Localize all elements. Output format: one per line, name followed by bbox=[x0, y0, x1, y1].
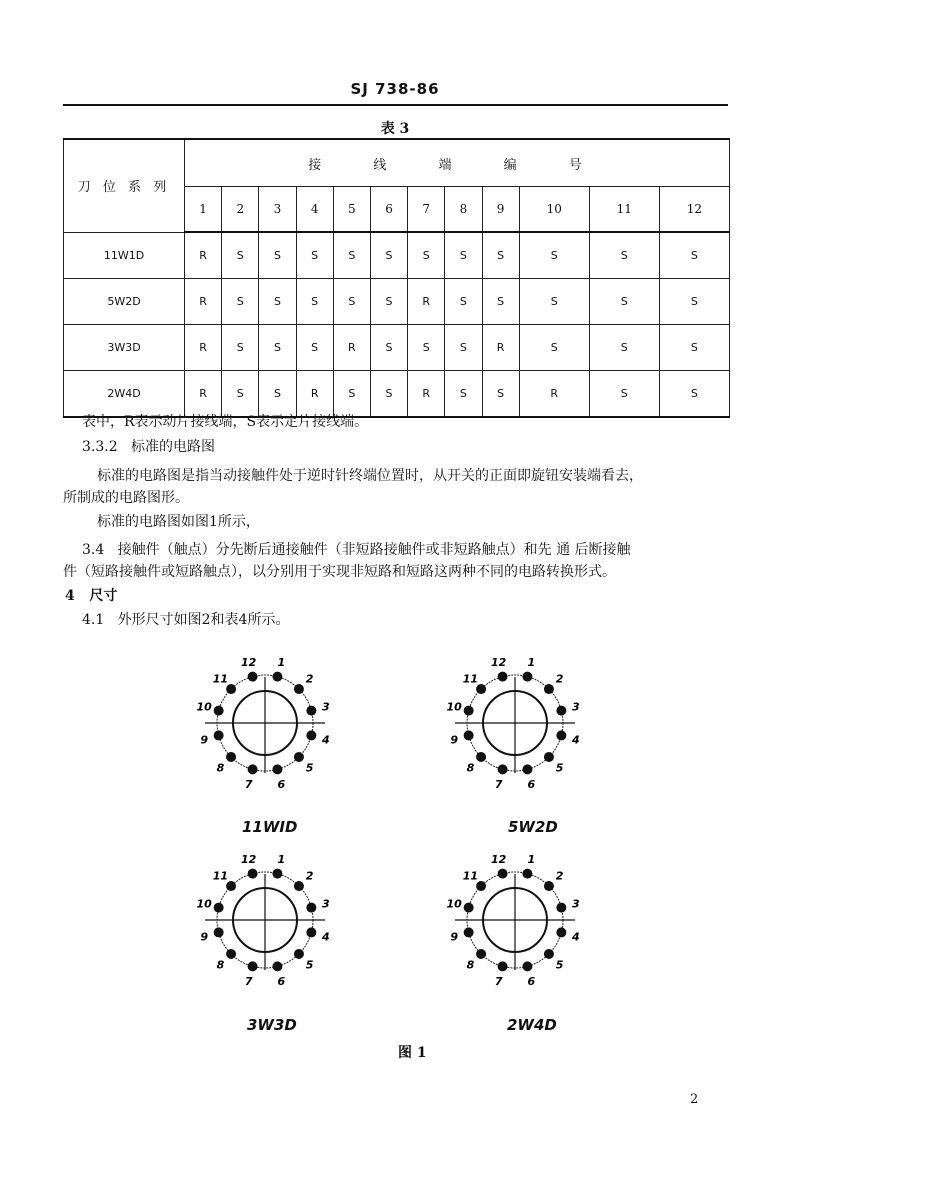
terminal-number: 3 bbox=[259, 187, 296, 233]
terminal-number: 8 bbox=[445, 187, 482, 233]
table-cell: S bbox=[222, 325, 259, 371]
terminal-label: 8 bbox=[216, 958, 225, 972]
paragraph: 标准的电路图如图1所示， bbox=[97, 514, 260, 530]
terminal-contact bbox=[544, 881, 554, 891]
terminal-label: 5 bbox=[305, 958, 314, 972]
terminal-contact bbox=[226, 881, 236, 891]
diagram-label: 5W2D bbox=[508, 818, 558, 836]
table-cell: S bbox=[296, 325, 333, 371]
diagram-3w3d bbox=[190, 842, 340, 1007]
table-cell: S bbox=[589, 232, 659, 279]
table-cell: R bbox=[519, 371, 589, 418]
terminal-label: 11 bbox=[212, 672, 229, 686]
terminal-contact bbox=[476, 684, 486, 694]
row-label: 11W1D bbox=[64, 232, 185, 279]
terminal-contact bbox=[226, 949, 236, 959]
terminal-label: 6 bbox=[277, 777, 286, 791]
paragraph-line: 所制成的电路图形。 bbox=[63, 490, 189, 506]
terminal-label: 10 bbox=[196, 897, 212, 911]
terminal-label: 1 bbox=[527, 853, 536, 867]
table-cell: R bbox=[185, 371, 222, 418]
terminal-contact bbox=[294, 752, 304, 762]
terminal-label: 3 bbox=[322, 897, 330, 911]
page-number: 2 bbox=[690, 1092, 699, 1107]
section-text: 接触件（触点）分先断后通接触件（非短路接触件或非短路触点）和先 通 后断接触 bbox=[117, 542, 631, 558]
table-cell: S bbox=[259, 371, 296, 418]
terminal-contact bbox=[464, 730, 474, 740]
table-cell: S bbox=[445, 371, 482, 418]
terminal-contact bbox=[214, 706, 224, 716]
terminal-label: 3 bbox=[322, 700, 330, 714]
terminal-contact bbox=[522, 764, 532, 774]
terminal-number: 7 bbox=[408, 187, 445, 233]
diagram-label: 3W3D bbox=[247, 1016, 297, 1034]
terminal-number: 5 bbox=[333, 187, 370, 233]
terminal-label: 12 bbox=[241, 656, 257, 670]
diagram-11w1d bbox=[190, 645, 340, 810]
col-header-system: 刀 位 系 列 bbox=[64, 139, 185, 232]
terminal-label: 7 bbox=[244, 974, 253, 988]
table-cell: S bbox=[589, 371, 659, 418]
terminal-contact bbox=[272, 961, 282, 971]
terminal-contact bbox=[464, 706, 474, 716]
table-row bbox=[64, 371, 730, 418]
table-cell: R bbox=[185, 279, 222, 325]
terminal-contact bbox=[226, 684, 236, 694]
table-cell: S bbox=[333, 232, 370, 279]
diagram-label: 11WID bbox=[242, 818, 298, 836]
terminal-label: 5 bbox=[555, 958, 564, 972]
section-title: 尺寸 bbox=[89, 588, 118, 604]
terminal-contact bbox=[306, 927, 316, 937]
terminal-contact bbox=[294, 684, 304, 694]
terminal-label: 12 bbox=[241, 853, 257, 867]
figure-caption: 图 1 bbox=[398, 1045, 427, 1061]
table-cell: S bbox=[659, 325, 729, 371]
terminal-contact bbox=[248, 869, 258, 879]
table-cell: S bbox=[259, 279, 296, 325]
terminal-label: 1 bbox=[277, 853, 286, 867]
terminal-contact bbox=[248, 961, 258, 971]
terminal-label: 9 bbox=[450, 930, 458, 944]
terminal-label: 6 bbox=[277, 974, 286, 988]
terminal-contact bbox=[556, 927, 566, 937]
header-rule bbox=[63, 104, 728, 106]
table-cell: S bbox=[370, 325, 407, 371]
terminal-number: 11 bbox=[589, 187, 659, 233]
terminal-contact bbox=[556, 903, 566, 913]
terminal-label: 2 bbox=[555, 672, 564, 686]
section-3-4-line1 bbox=[82, 540, 631, 560]
terminal-number: 1 bbox=[185, 187, 222, 233]
terminal-contact bbox=[556, 706, 566, 716]
terminal-number: 9 bbox=[482, 187, 519, 233]
section-3-4-line2: 件（短路接触件或短路触点），以分别用于实现非短路和短路这两种不同的电路转换形式。 bbox=[63, 564, 616, 580]
terminal-label: 1 bbox=[277, 656, 286, 670]
table-row bbox=[64, 279, 730, 325]
section-4-heading bbox=[65, 586, 117, 606]
table-cell: S bbox=[482, 371, 519, 418]
terminal-contact bbox=[214, 927, 224, 937]
table-cell: S bbox=[589, 325, 659, 371]
col-header-terminal: 接 线 端 编 号 bbox=[185, 139, 730, 187]
section-3-3-2-heading bbox=[82, 437, 215, 457]
terminal-contact bbox=[556, 730, 566, 740]
terminal-number: 6 bbox=[370, 187, 407, 233]
terminal-contact bbox=[294, 881, 304, 891]
terminal-label: 5 bbox=[555, 761, 564, 775]
terminal-label: 4 bbox=[322, 733, 330, 747]
terminal-contact bbox=[214, 730, 224, 740]
table-cell: S bbox=[296, 279, 333, 325]
section-4-1 bbox=[82, 610, 289, 630]
terminal-label: 8 bbox=[466, 958, 475, 972]
section-number: 3.4 bbox=[82, 542, 105, 558]
table-cell: S bbox=[519, 325, 589, 371]
table-cell: S bbox=[222, 279, 259, 325]
terminal-label: 4 bbox=[572, 733, 580, 747]
terminal-contact bbox=[306, 730, 316, 740]
terminal-label: 11 bbox=[462, 869, 479, 883]
table-cell: S bbox=[659, 279, 729, 325]
section-text: 外形尺寸如图2和表4所示。 bbox=[117, 612, 290, 628]
paragraph-line: 标准的电路图是指当动接触件处于逆时针终端位置时，从开关的正面即旋钮安装端看去， bbox=[97, 468, 643, 484]
table-cell: S bbox=[445, 325, 482, 371]
terminal-label: 3 bbox=[572, 897, 580, 911]
table-cell: R bbox=[408, 279, 445, 325]
terminal-label: 7 bbox=[494, 974, 503, 988]
table-cell: S bbox=[259, 325, 296, 371]
terminal-contact bbox=[522, 961, 532, 971]
terminal-contact bbox=[498, 869, 508, 879]
terminal-label: 5 bbox=[305, 761, 314, 775]
terminal-label: 11 bbox=[212, 869, 229, 883]
terminal-contact bbox=[498, 961, 508, 971]
table-cell: S bbox=[445, 232, 482, 279]
section-number: 3.3.2 bbox=[82, 439, 118, 455]
table-note: 表中，R表示动片接线端，S表示定片接线端。 bbox=[82, 414, 369, 430]
terminal-contact bbox=[294, 949, 304, 959]
terminal-contact bbox=[248, 764, 258, 774]
table-cell: S bbox=[519, 279, 589, 325]
table-cell: R bbox=[185, 232, 222, 279]
terminal-contact bbox=[464, 903, 474, 913]
table-title: 表 3 bbox=[380, 121, 410, 137]
terminal-label: 3 bbox=[572, 700, 580, 714]
terminal-label: 4 bbox=[322, 930, 330, 944]
table-cell: S bbox=[659, 371, 729, 418]
table-cell: R bbox=[333, 325, 370, 371]
table-cell: S bbox=[222, 371, 259, 418]
terminal-contact bbox=[214, 903, 224, 913]
table-cell: S bbox=[408, 232, 445, 279]
terminal-label: 10 bbox=[446, 700, 462, 714]
table-cell: S bbox=[222, 232, 259, 279]
table-cell: S bbox=[589, 279, 659, 325]
table-cell: S bbox=[519, 232, 589, 279]
terminal-label: 11 bbox=[462, 672, 479, 686]
terminal-label: 1 bbox=[527, 656, 536, 670]
table-cell: S bbox=[296, 232, 333, 279]
terminal-label: 12 bbox=[491, 853, 507, 867]
terminal-contact bbox=[272, 764, 282, 774]
terminal-contact bbox=[464, 927, 474, 937]
row-label: 5W2D bbox=[64, 279, 185, 325]
terminal-contact bbox=[248, 672, 258, 682]
terminal-contact bbox=[522, 672, 532, 682]
table-row bbox=[64, 325, 730, 371]
diagram-5w2d bbox=[440, 645, 590, 810]
terminal-label: 2 bbox=[555, 869, 564, 883]
terminal-label: 7 bbox=[494, 777, 503, 791]
terminal-label: 2 bbox=[305, 672, 314, 686]
terminal-label: 6 bbox=[527, 777, 536, 791]
terminal-contact bbox=[476, 881, 486, 891]
terminal-label: 7 bbox=[244, 777, 253, 791]
terminal-contact bbox=[306, 706, 316, 716]
terminal-label: 10 bbox=[446, 897, 462, 911]
table-cell: R bbox=[408, 371, 445, 418]
terminal-label: 4 bbox=[572, 930, 580, 944]
terminal-label: 8 bbox=[216, 761, 225, 775]
table-cell: S bbox=[333, 279, 370, 325]
section-title: 标准的电路图 bbox=[130, 439, 215, 455]
terminal-label: 2 bbox=[305, 869, 314, 883]
terminal-table bbox=[63, 138, 730, 418]
terminal-contact bbox=[544, 684, 554, 694]
table-cell: S bbox=[259, 232, 296, 279]
terminal-contact bbox=[522, 869, 532, 879]
table-cell: S bbox=[370, 279, 407, 325]
terminal-contact bbox=[498, 672, 508, 682]
terminal-contact bbox=[272, 869, 282, 879]
table-cell: S bbox=[408, 325, 445, 371]
section-number: 4.1 bbox=[82, 612, 105, 628]
row-label: 3W3D bbox=[64, 325, 185, 371]
terminal-label: 10 bbox=[196, 700, 212, 714]
table-cell: S bbox=[445, 279, 482, 325]
table-cell: R bbox=[296, 371, 333, 418]
terminal-label: 9 bbox=[450, 733, 458, 747]
table-cell: S bbox=[333, 371, 370, 418]
row-label: 2W4D bbox=[64, 371, 185, 418]
terminal-contact bbox=[498, 764, 508, 774]
diagram-label: 2W4D bbox=[507, 1016, 557, 1034]
table-cell: R bbox=[482, 325, 519, 371]
terminal-contact bbox=[476, 949, 486, 959]
table-cell: S bbox=[482, 279, 519, 325]
standard-number: SJ 738-86 bbox=[350, 80, 440, 98]
terminal-number: 10 bbox=[519, 187, 589, 233]
terminal-number: 2 bbox=[222, 187, 259, 233]
terminal-label: 8 bbox=[466, 761, 475, 775]
terminal-contact bbox=[226, 752, 236, 762]
terminal-contact bbox=[476, 752, 486, 762]
terminal-label: 6 bbox=[527, 974, 536, 988]
table-cell: S bbox=[370, 371, 407, 418]
terminal-contact bbox=[306, 903, 316, 913]
terminal-number: 4 bbox=[296, 187, 333, 233]
table-cell: R bbox=[185, 325, 222, 371]
diagram-2w4d bbox=[440, 842, 590, 1007]
terminal-contact bbox=[544, 949, 554, 959]
table-cell: S bbox=[370, 232, 407, 279]
terminal-label: 12 bbox=[491, 656, 507, 670]
terminal-number: 12 bbox=[659, 187, 729, 233]
terminal-label: 9 bbox=[200, 930, 208, 944]
table-cell: S bbox=[482, 232, 519, 279]
section-number: 4 bbox=[65, 588, 75, 604]
terminal-label: 9 bbox=[200, 733, 208, 747]
table-row bbox=[64, 232, 730, 279]
table-cell: S bbox=[659, 232, 729, 279]
terminal-contact bbox=[544, 752, 554, 762]
terminal-contact bbox=[272, 672, 282, 682]
